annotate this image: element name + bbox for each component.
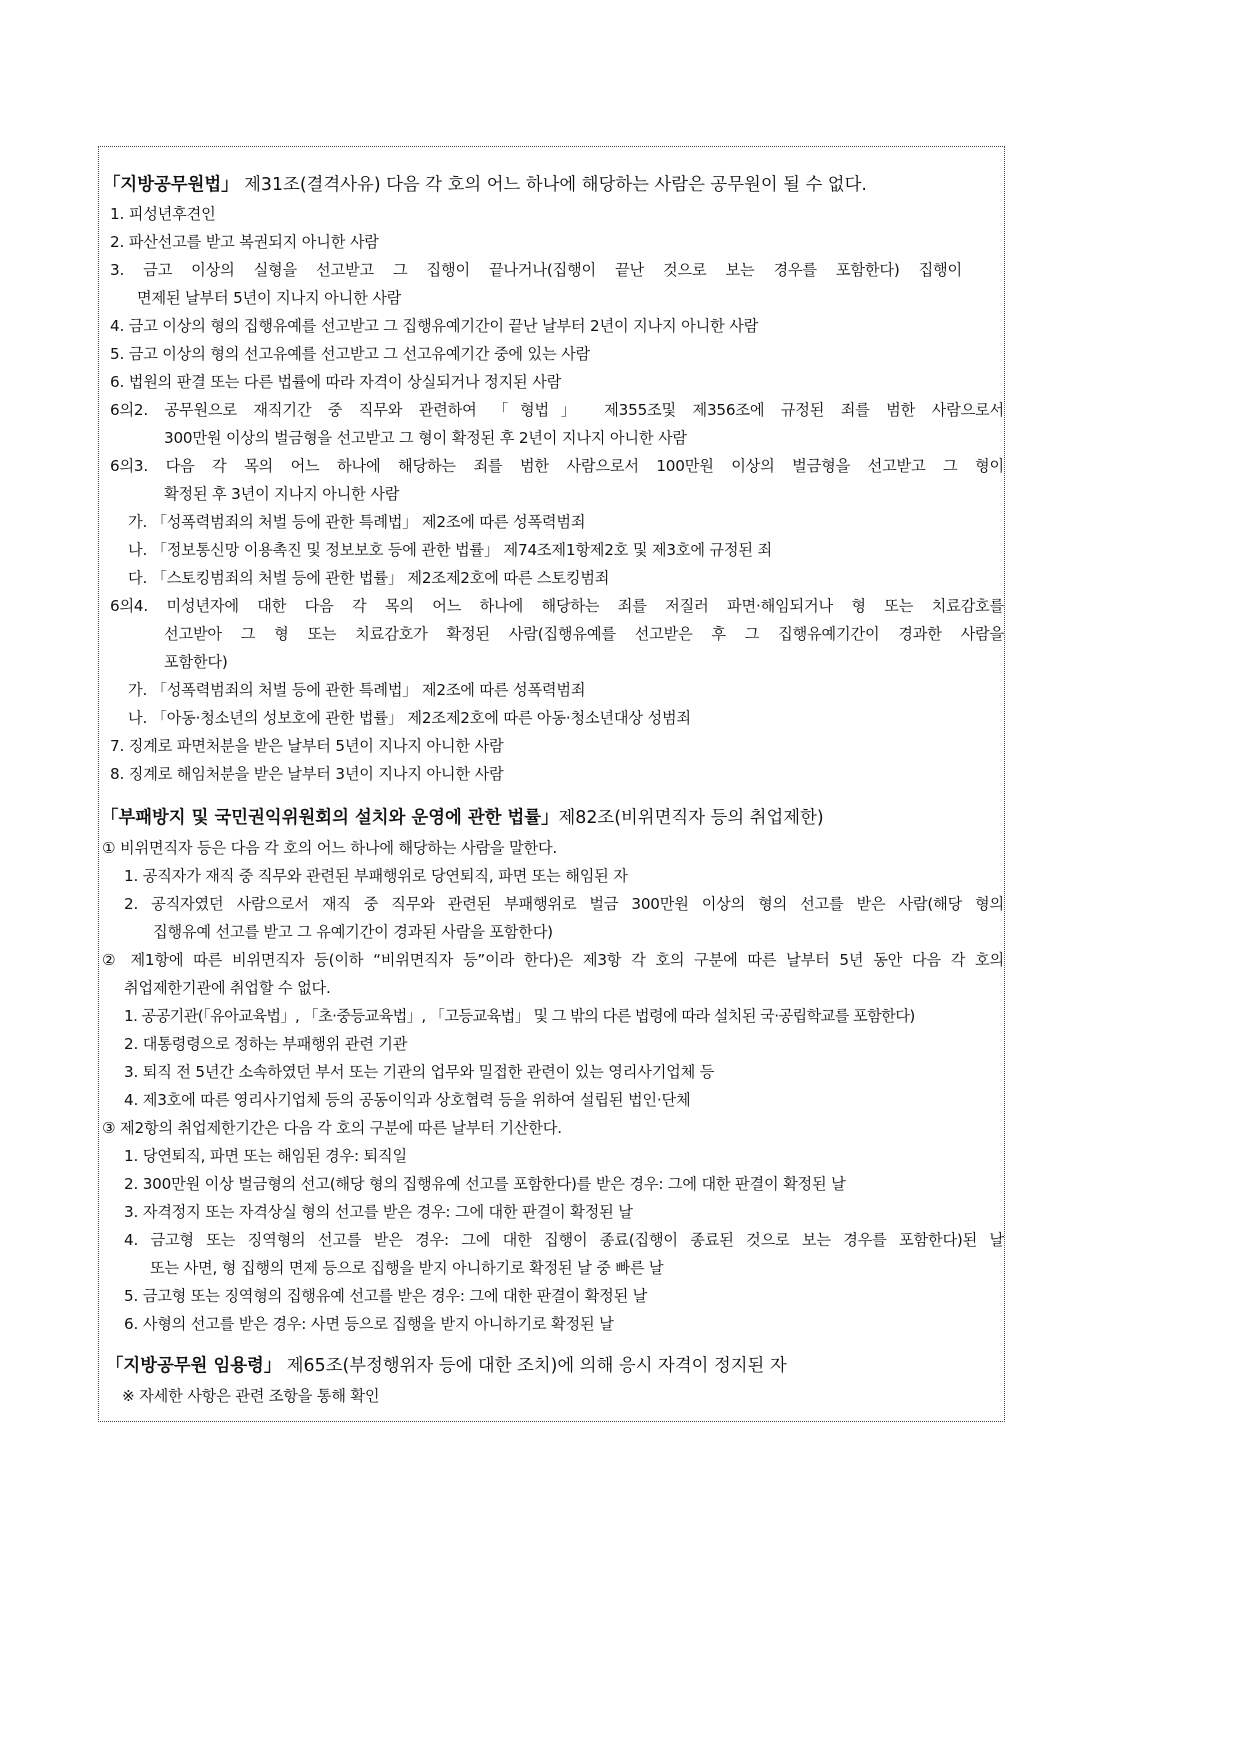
section2-item: 4. 금고형 또는 징역형의 선고를 받은 경우: 그에 대한 집행이 종료(집행이 종료된 것으로 보는 경우를 포함한다)된 날 [124, 1231, 1004, 1249]
section2-item: 4. 제3호에 따른 영리사기업체 등의 공동이익과 상호협력 등을 위하여 설립된 법인·단체 [124, 1091, 691, 1109]
section2-item: ② 제1항에 따른 비위면직자 등(이하 “비위면직자 등”이라 한다)은 제3항 각 호의 구분에 따른 날부터 5년 동안 다음 각 호의 [102, 951, 1004, 969]
section2-article: 제82조(비위면직자 등의 취업제한) [558, 808, 824, 828]
section1-item: 300만원 이상의 벌금형을 선고받고 그 형이 확정된 후 2년이 지나지 아니한 사람 [164, 429, 687, 447]
section1-law-title: 「지방공무원법」 [103, 175, 239, 195]
section1-item: 면제된 날부터 5년이 지나지 아니한 사람 [137, 289, 402, 307]
section1-item: 4. 금고 이상의 형의 집행유예를 선고받고 그 집행유예기간이 끝난 날부터 2년이 지나지 아니한 사람 [110, 317, 759, 335]
section1-article: 제31조(결격사유) 다음 각 호의 어느 하나에 해당하는 사람은 공무원이 될 수 없다. [238, 175, 867, 195]
section2-item: 1. 공공기관(「유아교육법」, 「초·중등교육법」, 「고등교육법」 및 그 밖의 다른 법령에 따라 설치된 국·공립학교를 포함한다) [124, 1007, 915, 1025]
section1-item: 나. 「아동·청소년의 성보호에 관한 법률」 제2조제2호에 따른 아동·청소년대상 성범죄 [128, 709, 691, 727]
section1-item: 다. 「스토킹범죄의 처벌 등에 관한 법률」 제2조제2호에 따른 스토킹범죄 [128, 569, 610, 587]
section3-article: 제65조(부정행위자 등에 대한 조치)에 의해 응시 자격이 정지된 자 [281, 1356, 787, 1376]
section1-item: 1. 피성년후견인 [110, 205, 216, 223]
section2-item: 3. 자격정지 또는 자격상실 형의 선고를 받은 경우: 그에 대한 판결이 확정된 날 [124, 1203, 633, 1221]
section1-item: 6의2. 공무원으로 재직기간 중 직무와 관련하여 「형법」 제355조및 제356조에 규정된 죄를 범한 사람으로서 [110, 401, 1004, 419]
section1-item: 선고받아 그 형 또는 치료감호가 확정된 사람(집행유예를 선고받은 후 그 집행유예기간이 경과한 사람을 [164, 625, 1004, 643]
section2-item: 집행유예 선고를 받고 그 유예기간이 경과된 사람을 포함한다) [153, 923, 553, 941]
section2-law-title: 「부패방지 및 국민권익위원회의 설치와 운영에 관한 법률」 [101, 808, 559, 828]
section1-item: 6의3. 다음 각 목의 어느 하나에 해당하는 죄를 범한 사람으로서 100만원 이상의 벌금형을 선고받고 그 형이 [110, 457, 1004, 475]
section2-item: 5. 금고형 또는 징역형의 집행유예 선고를 받은 경우: 그에 대한 판결이 확정된 날 [124, 1287, 648, 1305]
section2-item: 2. 공직자였던 사람으로서 재직 중 직무와 관련된 부패행위로 벌금 300만원 이상의 형의 선고를 받은 사람(해당 형의 [124, 895, 1004, 913]
section1-item: 가. 「성폭력범죄의 처벌 등에 관한 특례법」 제2조에 따른 성폭력범죄 [128, 681, 586, 699]
section2-item: ③ 제2항의 취업제한기간은 다음 각 호의 구분에 따른 날부터 기산한다. [102, 1119, 562, 1137]
section1-item: 5. 금고 이상의 형의 선고유예를 선고받고 그 선고유예기간 중에 있는 사람 [110, 345, 591, 363]
section2-item: 3. 퇴직 전 5년간 소속하였던 부서 또는 기관의 업무와 밀접한 관련이 있는 영리사기업체 등 [124, 1063, 715, 1081]
section2-item: 취업제한기관에 취업할 수 없다. [124, 979, 331, 997]
section1-item: 확정된 후 3년이 지나지 아니한 사람 [164, 485, 400, 503]
section1-item: 8. 징계로 해임처분을 받은 날부터 3년이 지나지 아니한 사람 [110, 765, 504, 783]
section3-law-title: 「지방공무원 임용령」 [106, 1356, 282, 1376]
section2-item: 6. 사형의 선고를 받은 경우: 사면 등으로 집행을 받지 아니하기로 확정된 날 [124, 1315, 614, 1333]
section2-item: 2. 대통령령으로 정하는 부패행위 관련 기관 [124, 1035, 408, 1053]
section1-item: 2. 파산선고를 받고 복권되지 아니한 사람 [110, 233, 379, 251]
section1-item: 7. 징계로 파면처분을 받은 날부터 5년이 지나지 아니한 사람 [110, 737, 504, 755]
section1-item: 나. 「정보통신망 이용촉진 및 정보보호 등에 관한 법률」 제74조제1항제2호 및 제3호에 규정된 죄 [128, 541, 772, 559]
section3-note: ※ 자세한 사항은 관련 조항을 통해 확인 [122, 1387, 380, 1405]
section2-item: ① 비위면직자 등은 다음 각 호의 어느 하나에 해당하는 사람을 말한다. [102, 839, 558, 857]
section2-item: 2. 300만원 이상 벌금형의 선고(해당 형의 집행유예 선고를 포함한다)를 받은 경우: 그에 대한 판결이 확정된 날 [124, 1175, 846, 1193]
section1-item: 3. 금고 이상의 실형을 선고받고 그 집행이 끝나거나(집행이 끝난 것으로 보는 경우를 포함한다) 집행이 [110, 261, 962, 279]
section1-header [103, 173, 867, 197]
section3-header [106, 1354, 787, 1378]
section1-item: 6의4. 미성년자에 대한 다음 각 목의 어느 하나에 해당하는 죄를 저질러 파면·해임되거나 형 또는 치료감호를 [110, 597, 1004, 615]
section2-header [101, 806, 824, 830]
section2-item: 또는 사면, 형 집행의 면제 등으로 집행을 받지 아니하기로 확정된 날 중 빠른 날 [150, 1259, 664, 1277]
section1-item: 가. 「성폭력범죄의 처벌 등에 관한 특례법」 제2조에 따른 성폭력범죄 [128, 513, 586, 531]
section2-item: 1. 당연퇴직, 파면 또는 해임된 경우: 퇴직일 [124, 1147, 407, 1165]
section1-item: 포함한다) [164, 653, 228, 671]
section1-item: 6. 법원의 판결 또는 다른 법률에 따라 자격이 상실되거나 정지된 사람 [110, 373, 562, 391]
section2-item: 1. 공직자가 재직 중 직무와 관련된 부패행위로 당연퇴직, 파면 또는 해임된 자 [124, 867, 628, 885]
